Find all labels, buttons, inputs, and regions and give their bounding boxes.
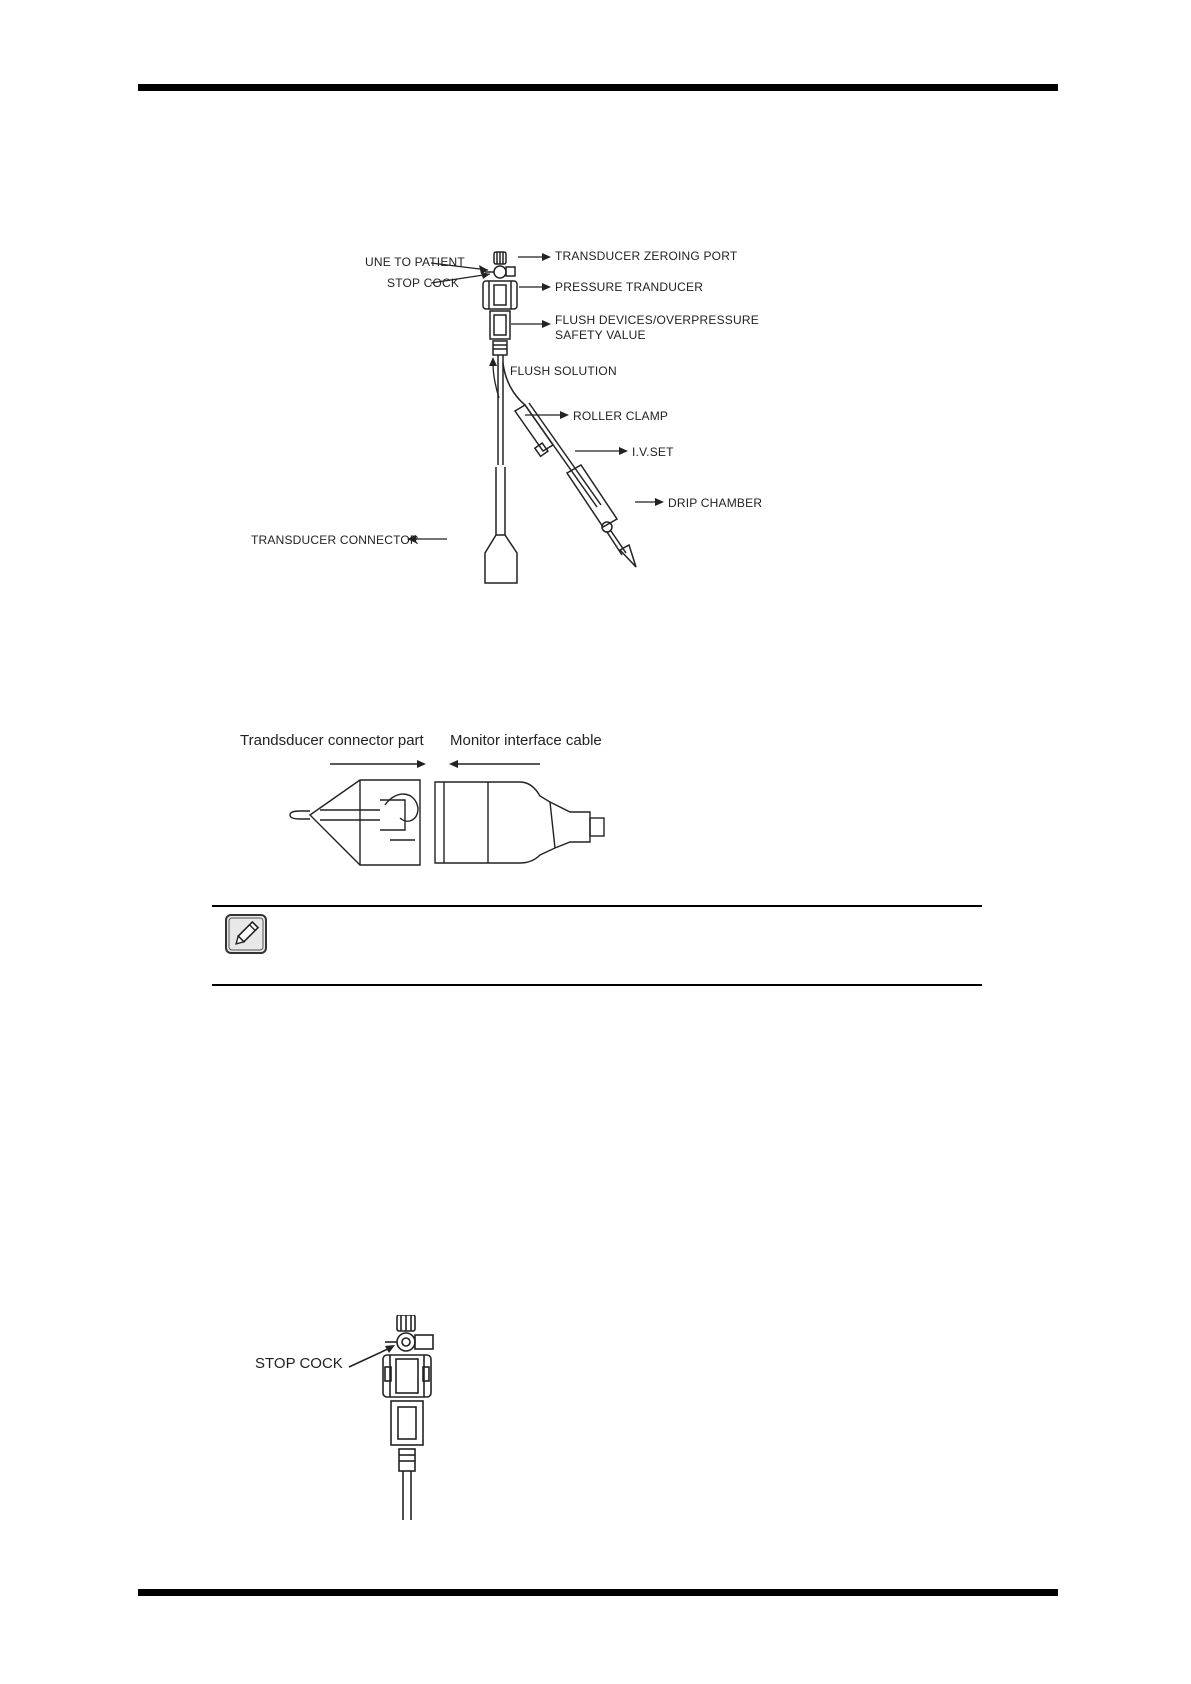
stopcock-diagram — [255, 1315, 495, 1520]
label-flush-solution: FLUSH SOLUTION — [510, 364, 617, 378]
stopcock-drawing — [255, 1315, 495, 1520]
footer-rule — [138, 1589, 1058, 1596]
label-iv-set: I.V.SET — [632, 445, 674, 459]
pencil-note-icon — [224, 913, 268, 955]
transducer-kit-drawing — [235, 245, 815, 615]
transducer-kit-diagram — [235, 245, 815, 615]
connector-cable-drawing — [240, 730, 630, 880]
note-top-rule — [212, 905, 982, 907]
label-drip-chamber: DRIP CHAMBER — [668, 496, 763, 510]
label-stop-cock: STOP COCK — [387, 276, 460, 290]
label-pressure-transducer: PRESSURE TRANDUCER — [555, 280, 704, 294]
label-stop-cock-closeup: STOP COCK — [255, 1355, 343, 1372]
label-transducer-connector: TRANSDUCER CONNECTOR — [251, 533, 419, 547]
label-roller-clamp: ROLLER CLAMP — [573, 409, 669, 423]
label-connector-part: Trandsducer connector part — [240, 732, 424, 749]
label-line-to-patient: UNE TO PATIENT — [365, 255, 465, 269]
connector-cable-diagram — [240, 730, 630, 880]
note-bottom-rule — [212, 984, 982, 986]
label-flush-devices: FLUSH DEVICES/OVERPRESSURE — [555, 313, 759, 327]
label-safety-value: SAFETY VALUE — [555, 328, 646, 342]
label-interface-cable: Monitor interface cable — [450, 732, 602, 749]
label-zeroing-port: TRANSDUCER ZEROING PORT — [555, 249, 738, 263]
header-rule — [138, 84, 1058, 91]
